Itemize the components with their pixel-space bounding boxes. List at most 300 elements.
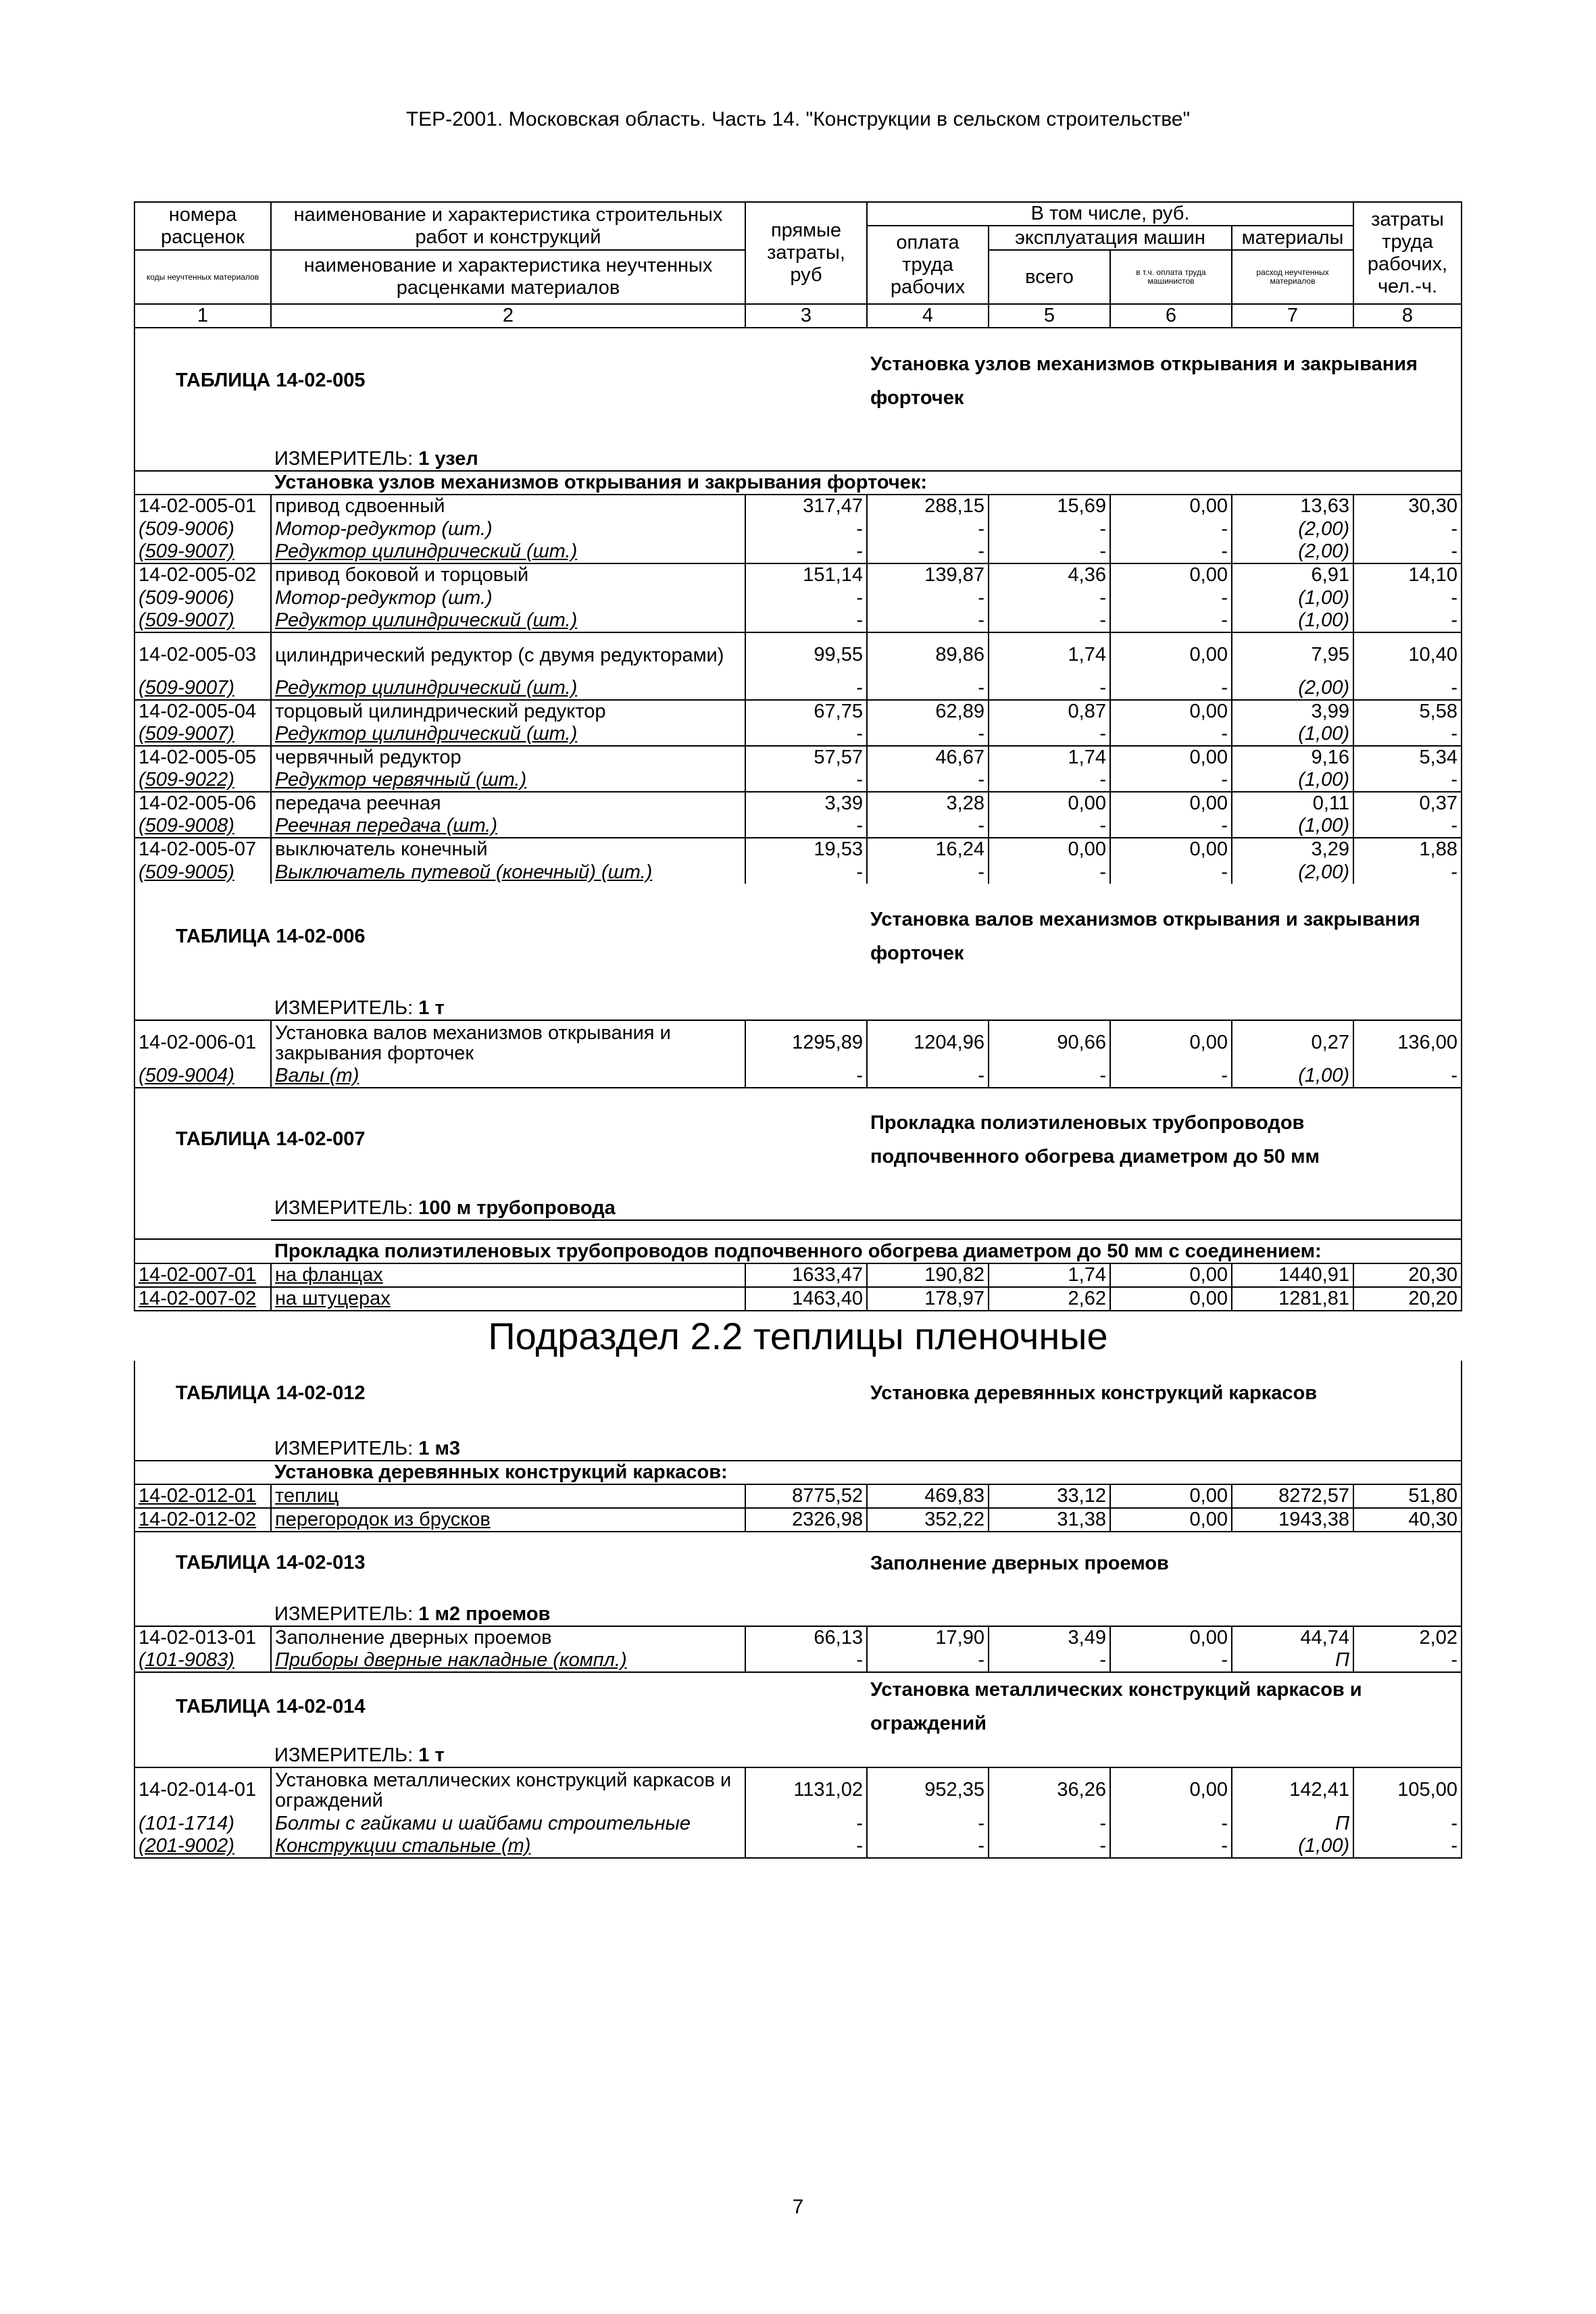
material-direct: - bbox=[745, 1835, 867, 1858]
rate-mach_labor: 0,00 bbox=[1110, 1263, 1232, 1287]
rate-code: 14-02-005-02 bbox=[134, 563, 271, 586]
rate-name: теплиц bbox=[271, 1484, 745, 1508]
document-title: ТЕР-2001. Московская область. Часть 14. "Конструкции в сельском строительстве" bbox=[405, 108, 1191, 130]
material-hours: - bbox=[1353, 1065, 1462, 1088]
material-direct: - bbox=[745, 540, 867, 563]
rate-direct: 1131,02 bbox=[745, 1767, 867, 1812]
material-labor: - bbox=[867, 518, 989, 540]
material-row bbox=[134, 1812, 1462, 1835]
rates-table bbox=[134, 201, 1462, 1859]
table-title-row bbox=[134, 1532, 1462, 1594]
rate-mach: 1,74 bbox=[989, 1263, 1110, 1287]
rate-hours: 20,30 bbox=[1353, 1263, 1462, 1287]
rate-hours: 51,80 bbox=[1353, 1484, 1462, 1508]
measure-label: ИЗМЕРИТЕЛЬ: bbox=[274, 1744, 414, 1766]
material-labor: - bbox=[867, 540, 989, 563]
rate-mat: 13,63 bbox=[1232, 495, 1353, 518]
measure-unit bbox=[271, 1190, 1462, 1220]
material-direct: - bbox=[745, 1649, 867, 1672]
subsection-title: Подраздел 2.2 теплицы пленочные bbox=[488, 1314, 1108, 1357]
rate-mat: 3,99 bbox=[1232, 700, 1353, 723]
column-number: 2 bbox=[271, 304, 745, 328]
material-code: (201-9002) bbox=[134, 1835, 271, 1858]
measure-unit bbox=[271, 1426, 1462, 1461]
column-number: 3 bbox=[745, 304, 867, 328]
material-direct: - bbox=[745, 1065, 867, 1088]
table-number: ТАБЛИЦА 14-02-013 bbox=[134, 1532, 867, 1594]
rate-labor: 178,97 bbox=[867, 1287, 989, 1311]
rate-name: перегородок из брусков bbox=[271, 1508, 745, 1532]
rate-direct: 1295,89 bbox=[745, 1020, 867, 1065]
rate-hours: 105,00 bbox=[1353, 1767, 1462, 1812]
material-code: (509-9004) bbox=[134, 1065, 271, 1088]
header-codes: номера расценок bbox=[134, 202, 271, 250]
rate-name: на штуцерах bbox=[271, 1287, 745, 1311]
measure-value: 1 м2 проемов bbox=[418, 1603, 551, 1625]
rate-hours: 5,58 bbox=[1353, 700, 1462, 723]
material-hours: - bbox=[1353, 518, 1462, 540]
material-row bbox=[134, 1649, 1462, 1672]
material-mach: - bbox=[989, 1812, 1110, 1835]
material-mach_labor: - bbox=[1110, 540, 1232, 563]
rate-mat: 142,41 bbox=[1232, 1767, 1353, 1812]
rate-name: Заполнение дверных проемов bbox=[271, 1626, 745, 1649]
group-subheading: Установка деревянных конструкций каркасов: bbox=[271, 1461, 1462, 1484]
material-mach_labor: - bbox=[1110, 586, 1232, 609]
rate-code: 14-02-005-04 bbox=[134, 700, 271, 723]
rate-name: привод сдвоенный bbox=[271, 495, 745, 518]
rate-name: привод боковой и торцовый bbox=[271, 563, 745, 586]
material-code: (509-9005) bbox=[134, 861, 271, 884]
rate-hours: 1,88 bbox=[1353, 838, 1462, 861]
rate-mach: 1,74 bbox=[989, 632, 1110, 677]
rate-hours: 10,40 bbox=[1353, 632, 1462, 677]
material-code: (509-9007) bbox=[134, 723, 271, 746]
rate-direct: 99,55 bbox=[745, 632, 867, 677]
table-title-row bbox=[134, 328, 1462, 433]
material-labor: - bbox=[867, 1649, 989, 1672]
rate-mat: 0,27 bbox=[1232, 1020, 1353, 1065]
material-mach: - bbox=[989, 586, 1110, 609]
measure-label: ИЗМЕРИТЕЛЬ: bbox=[274, 1438, 414, 1459]
table-number: ТАБЛИЦА 14-02-014 bbox=[134, 1672, 867, 1740]
rate-direct: 8775,52 bbox=[745, 1484, 867, 1508]
header-direct-costs: прямые затраты, руб bbox=[745, 202, 867, 304]
material-mat: (1,00) bbox=[1232, 586, 1353, 609]
rate-mach: 2,62 bbox=[989, 1287, 1110, 1311]
rate-direct: 66,13 bbox=[745, 1626, 867, 1649]
material-mach_labor: - bbox=[1110, 1649, 1232, 1672]
material-direct: - bbox=[745, 723, 867, 746]
material-mach_labor: - bbox=[1110, 815, 1232, 838]
rate-name: на фланцах bbox=[271, 1263, 745, 1287]
material-name: Реечная передача (шт.) bbox=[271, 815, 745, 838]
rate-hours: 14,10 bbox=[1353, 563, 1462, 586]
rate-name: торцовый цилиндрический редуктор bbox=[271, 700, 745, 723]
material-hours: - bbox=[1353, 586, 1462, 609]
measure-row bbox=[134, 1740, 1462, 1767]
rate-mat: 3,29 bbox=[1232, 838, 1353, 861]
material-code: (509-9007) bbox=[134, 677, 271, 700]
material-hours: - bbox=[1353, 1812, 1462, 1835]
measure-label: ИЗМЕРИТЕЛЬ: bbox=[274, 997, 414, 1019]
material-mach_labor: - bbox=[1110, 1812, 1232, 1835]
rate-hours: 5,34 bbox=[1353, 746, 1462, 769]
material-mach: - bbox=[989, 540, 1110, 563]
table-title-row bbox=[134, 884, 1462, 989]
rate-direct: 57,57 bbox=[745, 746, 867, 769]
subsection-row bbox=[134, 1311, 1462, 1361]
column-number: 1 bbox=[134, 304, 271, 328]
measure-row bbox=[134, 1594, 1462, 1626]
material-labor: - bbox=[867, 677, 989, 700]
rate-hours: 136,00 bbox=[1353, 1020, 1462, 1065]
measure-value: 1 узел bbox=[418, 448, 478, 470]
material-row bbox=[134, 518, 1462, 540]
material-labor: - bbox=[867, 815, 989, 838]
material-mat: П bbox=[1232, 1649, 1353, 1672]
material-direct: - bbox=[745, 815, 867, 838]
material-hours: - bbox=[1353, 677, 1462, 700]
rate-mach_labor: 0,00 bbox=[1110, 563, 1232, 586]
rate-labor: 952,35 bbox=[867, 1767, 989, 1812]
rate-mat: 6,91 bbox=[1232, 563, 1353, 586]
material-direct: - bbox=[745, 677, 867, 700]
rate-name: выключатель конечный bbox=[271, 838, 745, 861]
table-number: ТАБЛИЦА 14-02-012 bbox=[134, 1361, 867, 1426]
rate-mach: 1,74 bbox=[989, 746, 1110, 769]
material-mat: (1,00) bbox=[1232, 815, 1353, 838]
rate-mat: 44,74 bbox=[1232, 1626, 1353, 1649]
material-mach_labor: - bbox=[1110, 1835, 1232, 1858]
table-title: Установка деревянных конструкций каркасов bbox=[867, 1361, 1462, 1426]
rate-mach_labor: 0,00 bbox=[1110, 1287, 1232, 1311]
rate-mach_labor: 0,00 bbox=[1110, 495, 1232, 518]
rate-mach_labor: 0,00 bbox=[1110, 632, 1232, 677]
rate-code: 14-02-007-02 bbox=[134, 1287, 271, 1311]
rate-direct: 19,53 bbox=[745, 838, 867, 861]
rate-mach: 90,66 bbox=[989, 1020, 1110, 1065]
rate-name: Установка валов механизмов открывания и закрывания форточек bbox=[271, 1020, 745, 1065]
material-code: (509-9006) bbox=[134, 518, 271, 540]
rate-mach_labor: 0,00 bbox=[1110, 1626, 1232, 1649]
material-mach: - bbox=[989, 518, 1110, 540]
rate-code: 14-02-005-05 bbox=[134, 746, 271, 769]
material-hours: - bbox=[1353, 815, 1462, 838]
rate-code: 14-02-012-02 bbox=[134, 1508, 271, 1532]
rate-mat: 1943,38 bbox=[1232, 1508, 1353, 1532]
material-name: Конструкции стальные (т) bbox=[271, 1835, 745, 1858]
measure-value: 1 м3 bbox=[418, 1438, 461, 1459]
subheading-row bbox=[134, 471, 1462, 495]
material-code: (101-9083) bbox=[134, 1649, 271, 1672]
measure-label: ИЗМЕРИТЕЛЬ: bbox=[274, 1197, 414, 1219]
rate-mach_labor: 0,00 bbox=[1110, 838, 1232, 861]
material-code: (509-9022) bbox=[134, 769, 271, 792]
material-labor: - bbox=[867, 769, 989, 792]
material-mach_labor: - bbox=[1110, 1065, 1232, 1088]
rate-hours: 0,37 bbox=[1353, 792, 1462, 815]
rate-mach_labor: 0,00 bbox=[1110, 1767, 1232, 1812]
rate-mach: 3,49 bbox=[989, 1626, 1110, 1649]
rate-mat: 0,11 bbox=[1232, 792, 1353, 815]
measure-label: ИЗМЕРИТЕЛЬ: bbox=[274, 448, 414, 470]
rate-labor: 3,28 bbox=[867, 792, 989, 815]
rate-mat: 8272,57 bbox=[1232, 1484, 1353, 1508]
rate-hours: 40,30 bbox=[1353, 1508, 1462, 1532]
material-hours: - bbox=[1353, 1835, 1462, 1858]
material-mach: - bbox=[989, 815, 1110, 838]
rate-hours: 2,02 bbox=[1353, 1626, 1462, 1649]
material-labor: - bbox=[867, 1812, 989, 1835]
material-name: Мотор-редуктор (шт.) bbox=[271, 518, 745, 540]
rate-hours: 20,20 bbox=[1353, 1287, 1462, 1311]
rate-labor: 139,87 bbox=[867, 563, 989, 586]
material-hours: - bbox=[1353, 861, 1462, 884]
table-title: Установка узлов механизмов открывания и закрывания форточек bbox=[867, 328, 1462, 433]
rate-mach: 31,38 bbox=[989, 1508, 1110, 1532]
material-mat: (2,00) bbox=[1232, 861, 1353, 884]
rate-code: 14-02-005-07 bbox=[134, 838, 271, 861]
material-mat: (1,00) bbox=[1232, 723, 1353, 746]
material-mach: - bbox=[989, 609, 1110, 632]
rate-row bbox=[134, 792, 1462, 815]
rate-code: 14-02-013-01 bbox=[134, 1626, 271, 1649]
material-direct: - bbox=[745, 518, 867, 540]
rate-mach: 0,87 bbox=[989, 700, 1110, 723]
material-code: (509-9006) bbox=[134, 586, 271, 609]
header-names: наименование и характеристика строительных работ и конструкций bbox=[271, 202, 745, 250]
material-mach_labor: - bbox=[1110, 723, 1232, 746]
header-including: В том числе, руб. bbox=[867, 202, 1353, 226]
rate-labor: 288,15 bbox=[867, 495, 989, 518]
rate-mach_labor: 0,00 bbox=[1110, 1508, 1232, 1532]
rate-row bbox=[134, 1263, 1462, 1287]
header-unaccounted-materials: расход неучтенных материалов bbox=[1232, 250, 1353, 304]
table-number: ТАБЛИЦА 14-02-006 bbox=[134, 884, 867, 989]
table-title: Прокладка полиэтиленовых трубопроводов подпочвенного обогрева диаметром до 50 мм bbox=[867, 1088, 1462, 1190]
material-direct: - bbox=[745, 609, 867, 632]
material-mach: - bbox=[989, 1065, 1110, 1088]
rate-name: цилиндрический редуктор (с двумя редукторами) bbox=[271, 632, 745, 677]
header-unaccounted-names: наименование и характеристика неучтенных расценками материалов bbox=[271, 250, 745, 304]
rate-labor: 190,82 bbox=[867, 1263, 989, 1287]
material-hours: - bbox=[1353, 723, 1462, 746]
material-hours: - bbox=[1353, 609, 1462, 632]
table-title-row bbox=[134, 1088, 1462, 1190]
rate-labor: 1204,96 bbox=[867, 1020, 989, 1065]
material-row bbox=[134, 815, 1462, 838]
table-title: Заполнение дверных проемов bbox=[867, 1532, 1462, 1594]
rate-labor: 46,67 bbox=[867, 746, 989, 769]
material-row bbox=[134, 861, 1462, 884]
rate-mach: 15,69 bbox=[989, 495, 1110, 518]
material-mat: (2,00) bbox=[1232, 518, 1353, 540]
material-hours: - bbox=[1353, 769, 1462, 792]
material-labor: - bbox=[867, 586, 989, 609]
rate-mat: 9,16 bbox=[1232, 746, 1353, 769]
material-mat: (1,00) bbox=[1232, 1835, 1353, 1858]
rate-direct: 3,39 bbox=[745, 792, 867, 815]
rate-mach_labor: 0,00 bbox=[1110, 1020, 1232, 1065]
measure-label: ИЗМЕРИТЕЛЬ: bbox=[274, 1603, 414, 1625]
rate-code: 14-02-007-01 bbox=[134, 1263, 271, 1287]
material-row bbox=[134, 769, 1462, 792]
material-labor: - bbox=[867, 609, 989, 632]
rate-row bbox=[134, 632, 1462, 677]
material-mach: - bbox=[989, 769, 1110, 792]
page-number: 7 bbox=[792, 2196, 804, 2218]
column-number: 4 bbox=[867, 304, 989, 328]
material-name: Валы (т) bbox=[271, 1065, 745, 1088]
measure-row bbox=[134, 1426, 1462, 1461]
material-code: (509-9007) bbox=[134, 540, 271, 563]
header-row bbox=[134, 202, 1462, 226]
material-mat: (2,00) bbox=[1232, 677, 1353, 700]
material-name: Мотор-редуктор (шт.) bbox=[271, 586, 745, 609]
material-row bbox=[134, 1065, 1462, 1088]
rate-mach: 33,12 bbox=[989, 1484, 1110, 1508]
material-row bbox=[134, 723, 1462, 746]
column-number: 7 bbox=[1232, 304, 1353, 328]
material-mach_labor: - bbox=[1110, 861, 1232, 884]
rate-code: 14-02-005-06 bbox=[134, 792, 271, 815]
material-mach_labor: - bbox=[1110, 518, 1232, 540]
rate-name: червячный редуктор bbox=[271, 746, 745, 769]
rate-row bbox=[134, 495, 1462, 518]
material-direct: - bbox=[745, 1812, 867, 1835]
material-row bbox=[134, 586, 1462, 609]
material-mach: - bbox=[989, 723, 1110, 746]
measure-value: 1 т bbox=[418, 1744, 445, 1766]
rate-mach_labor: 0,00 bbox=[1110, 746, 1232, 769]
rate-direct: 2326,98 bbox=[745, 1508, 867, 1532]
material-mat: П bbox=[1232, 1812, 1353, 1835]
material-name: Редуктор цилиндрический (шт.) bbox=[271, 609, 745, 632]
rate-labor: 16,24 bbox=[867, 838, 989, 861]
material-row bbox=[134, 540, 1462, 563]
subheading-row bbox=[134, 1461, 1462, 1484]
rate-mat: 1440,91 bbox=[1232, 1263, 1353, 1287]
table-title: Установка металлических конструкций каркасов и ограждений bbox=[867, 1672, 1462, 1740]
rate-code: 14-02-012-01 bbox=[134, 1484, 271, 1508]
header-labor-pay: оплата труда рабочих bbox=[867, 226, 989, 304]
material-mat: (1,00) bbox=[1232, 1065, 1353, 1088]
column-number: 8 bbox=[1353, 304, 1462, 328]
rate-mach_labor: 0,00 bbox=[1110, 1484, 1232, 1508]
measure-value: 100 м трубопровода bbox=[418, 1197, 616, 1219]
table-number: ТАБЛИЦА 14-02-005 bbox=[134, 328, 867, 433]
rate-code: 14-02-005-03 bbox=[134, 632, 271, 677]
table-number: ТАБЛИЦА 14-02-007 bbox=[134, 1088, 867, 1190]
table-title-row bbox=[134, 1672, 1462, 1740]
rate-mach_labor: 0,00 bbox=[1110, 792, 1232, 815]
rate-labor: 17,90 bbox=[867, 1626, 989, 1649]
material-direct: - bbox=[745, 586, 867, 609]
material-row bbox=[134, 1835, 1462, 1858]
column-number: 6 bbox=[1110, 304, 1232, 328]
rate-code: 14-02-014-01 bbox=[134, 1767, 271, 1812]
material-name: Болты с гайками и шайбами строительные bbox=[271, 1812, 745, 1835]
blank-row bbox=[134, 1220, 1462, 1239]
rate-row bbox=[134, 1020, 1462, 1065]
material-hours: - bbox=[1353, 1649, 1462, 1672]
rate-mach: 4,36 bbox=[989, 563, 1110, 586]
rate-direct: 1633,47 bbox=[745, 1263, 867, 1287]
material-name: Редуктор цилиндрический (шт.) bbox=[271, 540, 745, 563]
measure-value: 1 т bbox=[418, 997, 445, 1019]
rate-mat: 7,95 bbox=[1232, 632, 1353, 677]
material-hours: - bbox=[1353, 540, 1462, 563]
header-machines-total: всего bbox=[989, 250, 1110, 304]
header-unaccounted-codes: коды неучтенных материалов bbox=[134, 250, 271, 304]
header-labor-hours: затраты труда рабочих, чел.-ч. bbox=[1353, 202, 1462, 304]
rate-mach: 0,00 bbox=[989, 838, 1110, 861]
material-direct: - bbox=[745, 769, 867, 792]
measure-unit bbox=[271, 433, 1462, 471]
material-code: (101-1714) bbox=[134, 1812, 271, 1835]
material-labor: - bbox=[867, 1065, 989, 1088]
header-machines: эксплуатация машин bbox=[989, 226, 1232, 250]
rate-code: 14-02-006-01 bbox=[134, 1020, 271, 1065]
material-name: Приборы дверные накладные (компл.) bbox=[271, 1649, 745, 1672]
rate-mach: 0,00 bbox=[989, 792, 1110, 815]
material-mach: - bbox=[989, 861, 1110, 884]
rate-row bbox=[134, 1626, 1462, 1649]
rate-direct: 67,75 bbox=[745, 700, 867, 723]
column-number: 5 bbox=[989, 304, 1110, 328]
measure-unit bbox=[271, 1594, 1462, 1626]
rate-row bbox=[134, 1484, 1462, 1508]
header-machinists-pay: в т.ч. оплата труда машинистов bbox=[1110, 250, 1232, 304]
group-subheading: Установка узлов механизмов открывания и закрывания форточек: bbox=[271, 471, 1462, 495]
measure-row bbox=[134, 989, 1462, 1020]
rate-labor: 62,89 bbox=[867, 700, 989, 723]
group-subheading: Прокладка полиэтиленовых трубопроводов подпочвенного обогрева диаметром до 50 мм с соединением: bbox=[271, 1239, 1462, 1263]
header-materials: материалы bbox=[1232, 226, 1353, 250]
measure-unit bbox=[271, 989, 1462, 1020]
material-code: (509-9007) bbox=[134, 609, 271, 632]
rate-row bbox=[134, 746, 1462, 769]
rate-row bbox=[134, 1508, 1462, 1532]
material-mach_labor: - bbox=[1110, 609, 1232, 632]
material-mat: (1,00) bbox=[1232, 769, 1353, 792]
column-numbers-row bbox=[134, 304, 1462, 328]
rate-row bbox=[134, 1287, 1462, 1311]
rate-name: Установка металлических конструкций каркасов и ограждений bbox=[271, 1767, 745, 1812]
measure-row bbox=[134, 433, 1462, 471]
material-mach: - bbox=[989, 1649, 1110, 1672]
material-row bbox=[134, 609, 1462, 632]
rate-direct: 317,47 bbox=[745, 495, 867, 518]
table-title-row bbox=[134, 1361, 1462, 1426]
material-name: Редуктор цилиндрический (шт.) bbox=[271, 677, 745, 700]
material-mat: (2,00) bbox=[1232, 540, 1353, 563]
material-mach: - bbox=[989, 1835, 1110, 1858]
material-direct: - bbox=[745, 861, 867, 884]
rate-labor: 469,83 bbox=[867, 1484, 989, 1508]
rate-mach: 36,26 bbox=[989, 1767, 1110, 1812]
material-name: Редуктор цилиндрический (шт.) bbox=[271, 723, 745, 746]
material-mat: (1,00) bbox=[1232, 609, 1353, 632]
material-code: (509-9008) bbox=[134, 815, 271, 838]
measure-unit bbox=[271, 1740, 1462, 1767]
material-name: Редуктор червячный (шт.) bbox=[271, 769, 745, 792]
material-mach_labor: - bbox=[1110, 769, 1232, 792]
rate-row bbox=[134, 563, 1462, 586]
rate-mat: 1281,81 bbox=[1232, 1287, 1353, 1311]
subheading-row bbox=[134, 1239, 1462, 1263]
